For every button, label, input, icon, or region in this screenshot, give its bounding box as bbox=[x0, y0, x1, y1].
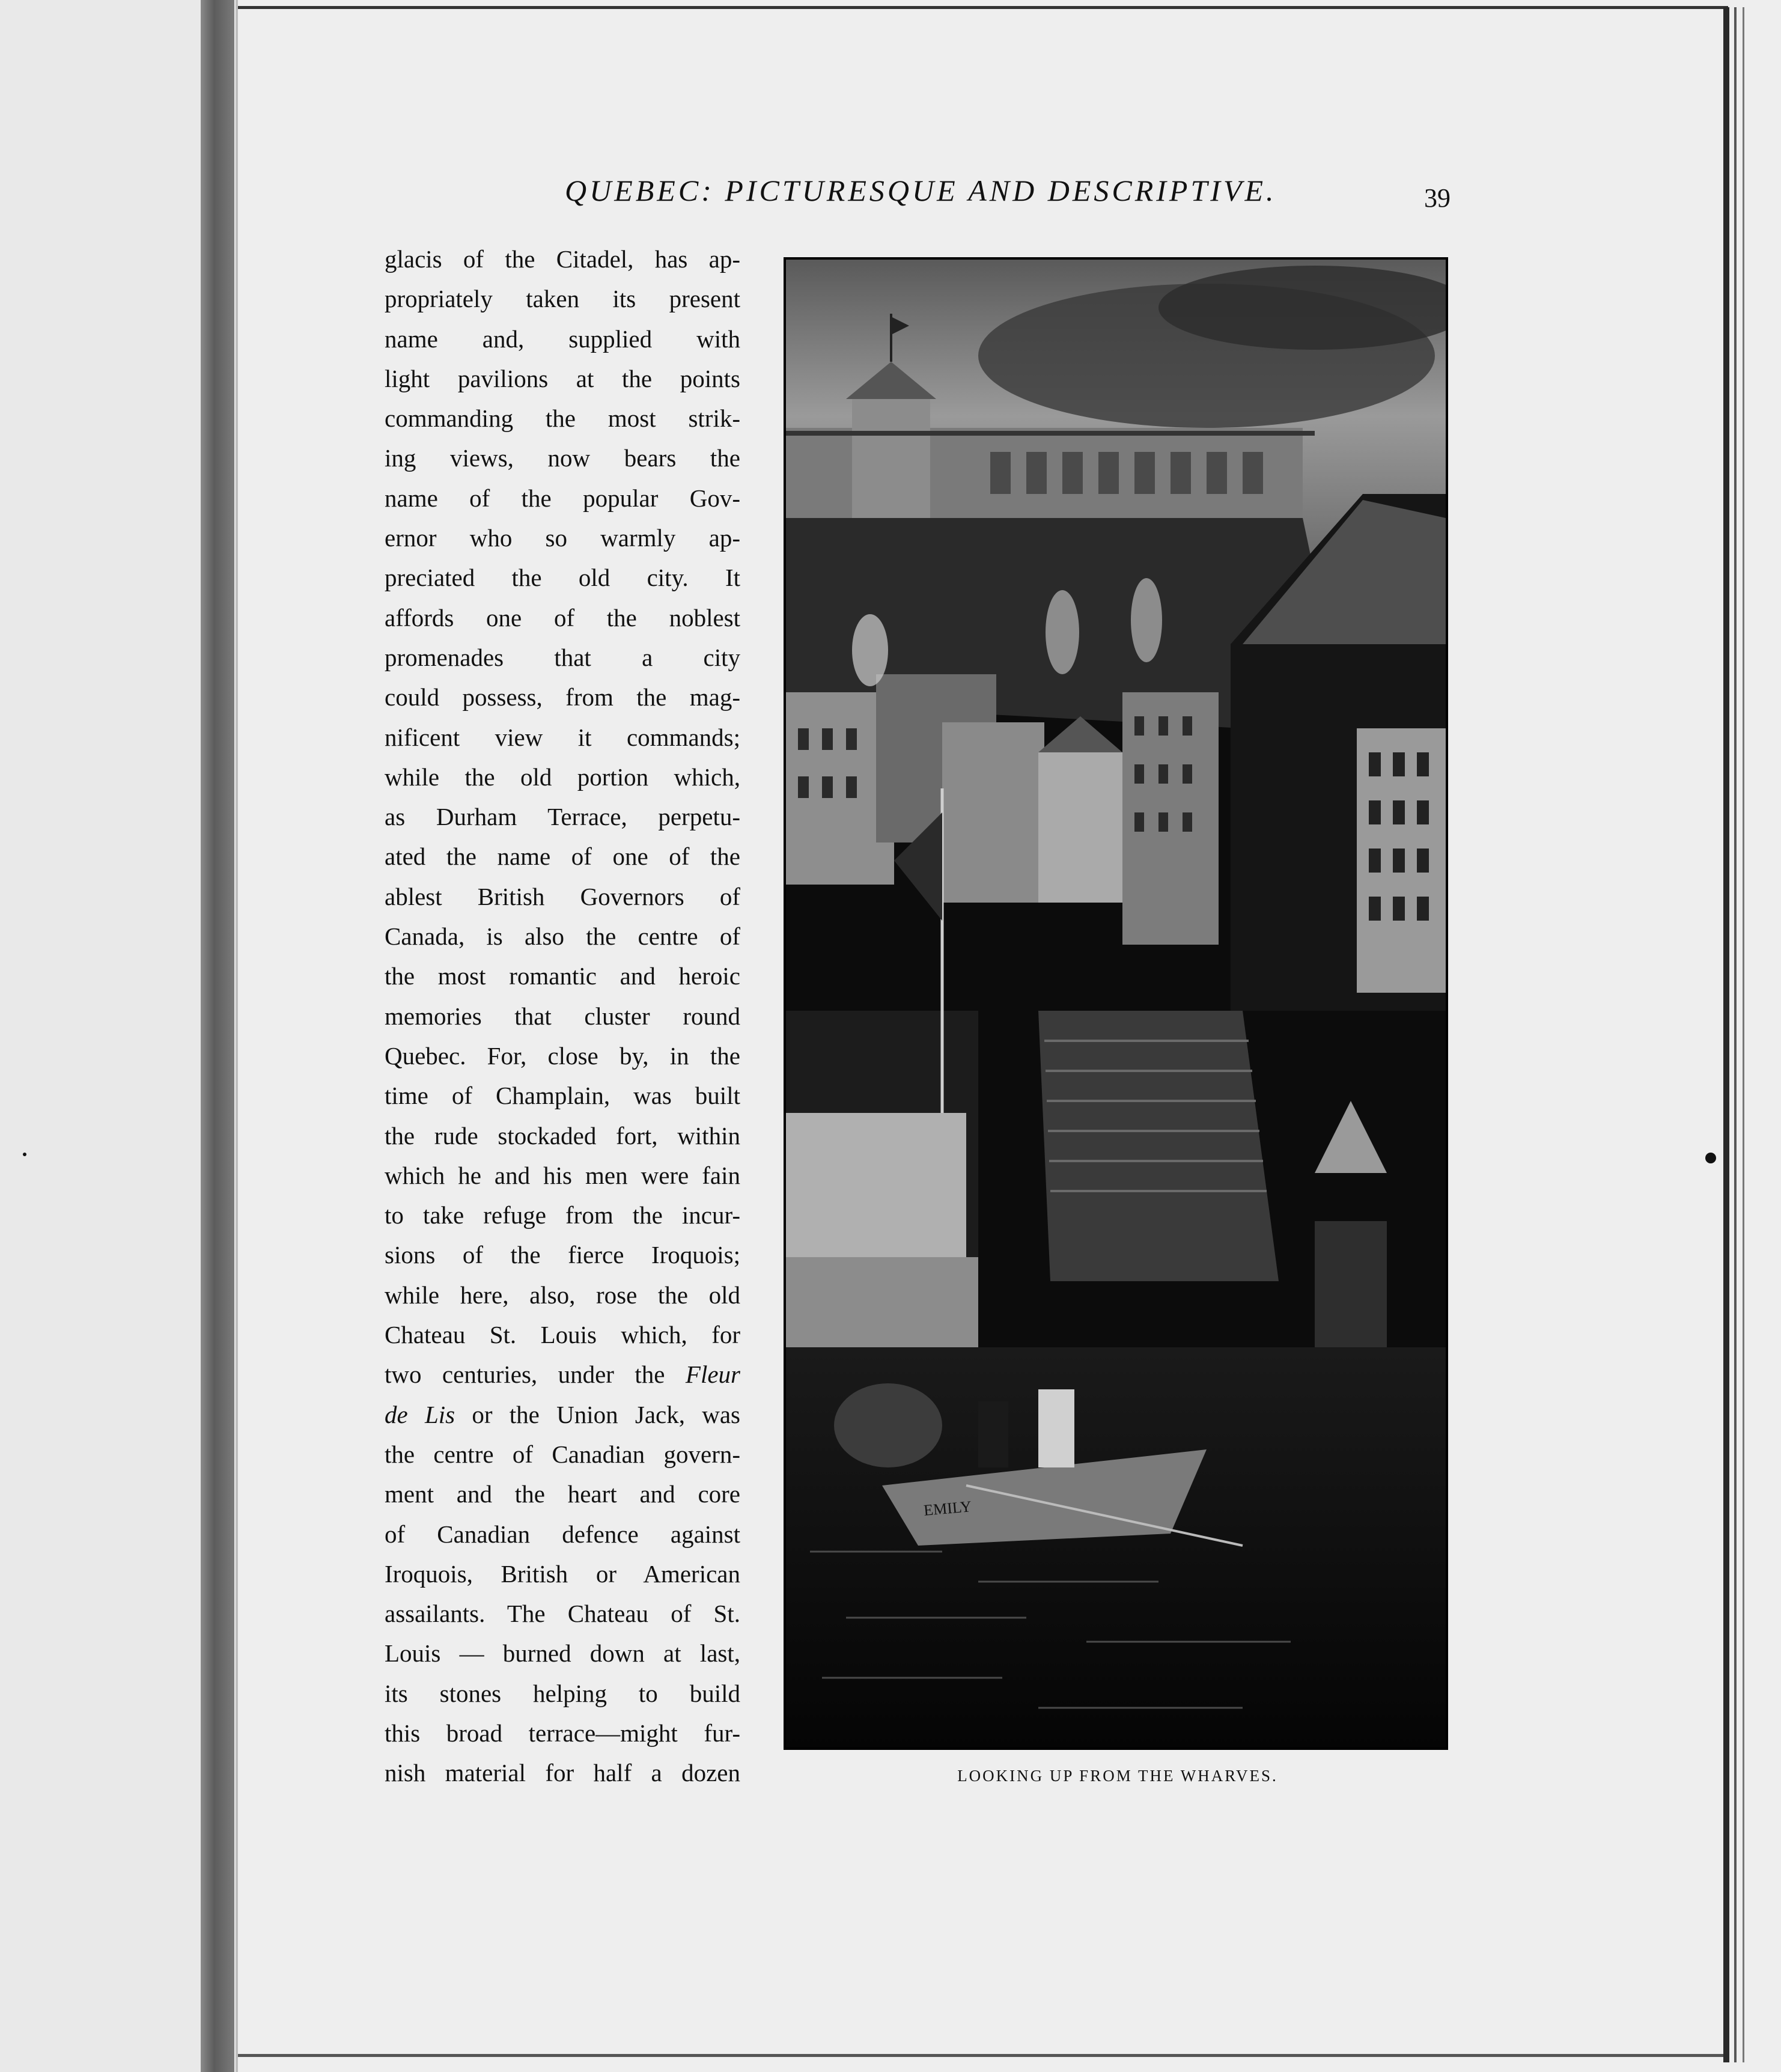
text-line: affords one of the noblest bbox=[385, 603, 740, 632]
wharf-stairs bbox=[1038, 1011, 1279, 1281]
text-line: while here, also, rose the old bbox=[385, 1281, 740, 1309]
paper-speck bbox=[23, 1153, 26, 1156]
steamer-paddlebox bbox=[786, 1257, 978, 1347]
text-line: the most romantic and heroic bbox=[385, 962, 740, 990]
boatman bbox=[1038, 1389, 1074, 1467]
wharves-illustration bbox=[784, 257, 1448, 1750]
text-line: ablest British Governors of bbox=[385, 882, 740, 910]
text-line: the centre of Canadian govern- bbox=[385, 1440, 740, 1468]
text-line: nificent view it commands; bbox=[385, 723, 740, 751]
text-line: could possess, from the mag- bbox=[385, 683, 740, 711]
text-line: the rude stockaded fort, within bbox=[385, 1121, 740, 1150]
italic-run: de Lis bbox=[385, 1400, 455, 1428]
text-line: time of Champlain, was built bbox=[385, 1082, 740, 1110]
illustration-caption: LOOKING UP FROM THE WHARVES. bbox=[957, 1767, 1278, 1785]
text-line: which he and his men were fain bbox=[385, 1161, 740, 1189]
text-line: assailants. The Chateau of St. bbox=[385, 1600, 740, 1628]
text-run: or the Union Jack, was bbox=[472, 1400, 740, 1428]
text-line: Iroquois, British or American bbox=[385, 1559, 740, 1588]
page-top-edge bbox=[238, 6, 1728, 9]
text-line: as Durham Terrace, perpetu- bbox=[385, 803, 740, 831]
body-text bbox=[385, 239, 740, 1793]
text-line: light pavilions at the points bbox=[385, 364, 740, 392]
boat-name-label: EMILY bbox=[922, 1498, 972, 1519]
page-bottom-edge bbox=[238, 2054, 1728, 2057]
town-building bbox=[942, 722, 1044, 903]
text-line: propriately taken its present bbox=[385, 285, 740, 313]
text-line: ernor who so warmly ap- bbox=[385, 524, 740, 552]
text-line: memories that cluster round bbox=[385, 1002, 740, 1030]
text-line: of Canadian defence against bbox=[385, 1520, 740, 1548]
text-line: sions of the fierce Iroquois; bbox=[385, 1241, 740, 1269]
chimney-smoke bbox=[852, 614, 888, 686]
text-line: name and, supplied with bbox=[385, 325, 740, 353]
text-line: promenades that a city bbox=[385, 643, 740, 671]
text-line: preciated the old city. It bbox=[385, 564, 740, 592]
text-line: name of the popular Gov- bbox=[385, 484, 740, 512]
umbrella bbox=[834, 1383, 942, 1467]
text-line: Louis — burned down at last, bbox=[385, 1639, 740, 1668]
town-building bbox=[1038, 752, 1122, 903]
text-line: Chateau St. Louis which, for bbox=[385, 1321, 740, 1349]
pier-light bbox=[1315, 1101, 1387, 1173]
text-line: Canada, is also the centre of bbox=[385, 922, 740, 951]
page-right-edge bbox=[1743, 7, 1744, 2062]
gable-roof bbox=[1038, 716, 1122, 752]
page-right-edge bbox=[1723, 7, 1729, 2062]
facing-page bbox=[0, 0, 201, 2072]
running-head: QUEBEC: PICTURESQUE AND DESCRIPTIVE. bbox=[565, 174, 1277, 207]
text-line: nish material for half a dozen bbox=[385, 1759, 740, 1787]
terrace-railing bbox=[786, 431, 1315, 436]
gutter-edge bbox=[236, 0, 238, 2072]
chimney-smoke bbox=[1046, 590, 1079, 674]
engraving-artwork bbox=[786, 260, 1446, 1747]
chimney-smoke bbox=[1131, 578, 1162, 662]
italic-run: Fleur bbox=[685, 1361, 740, 1389]
text-line: to take refuge from the incur- bbox=[385, 1201, 740, 1229]
text-line: ated the name of one of the bbox=[385, 843, 740, 871]
steamer-deckhouse bbox=[786, 1113, 966, 1257]
page-number: 39 bbox=[1424, 183, 1451, 213]
text-line: Quebec. For, close by, in the bbox=[385, 1041, 740, 1070]
text-line: its stones helping to build bbox=[385, 1679, 740, 1707]
page-right-edge bbox=[1734, 7, 1737, 2062]
text-line: ing views, now bears the bbox=[385, 444, 740, 472]
text-line: ment and the heart and core bbox=[385, 1480, 740, 1508]
text-line bbox=[385, 1395, 740, 1434]
boatman bbox=[978, 1401, 1008, 1467]
text-line: this broad terrace—might fur- bbox=[385, 1719, 740, 1747]
book-gutter bbox=[201, 0, 234, 2072]
text-line: while the old portion which, bbox=[385, 763, 740, 791]
paper-speck bbox=[1705, 1153, 1716, 1163]
text-line bbox=[385, 1354, 740, 1394]
text-line: glacis of the Citadel, has ap- bbox=[385, 245, 740, 273]
text-run: two centuries, under the bbox=[385, 1361, 665, 1389]
text-line: commanding the most strik- bbox=[385, 404, 740, 433]
